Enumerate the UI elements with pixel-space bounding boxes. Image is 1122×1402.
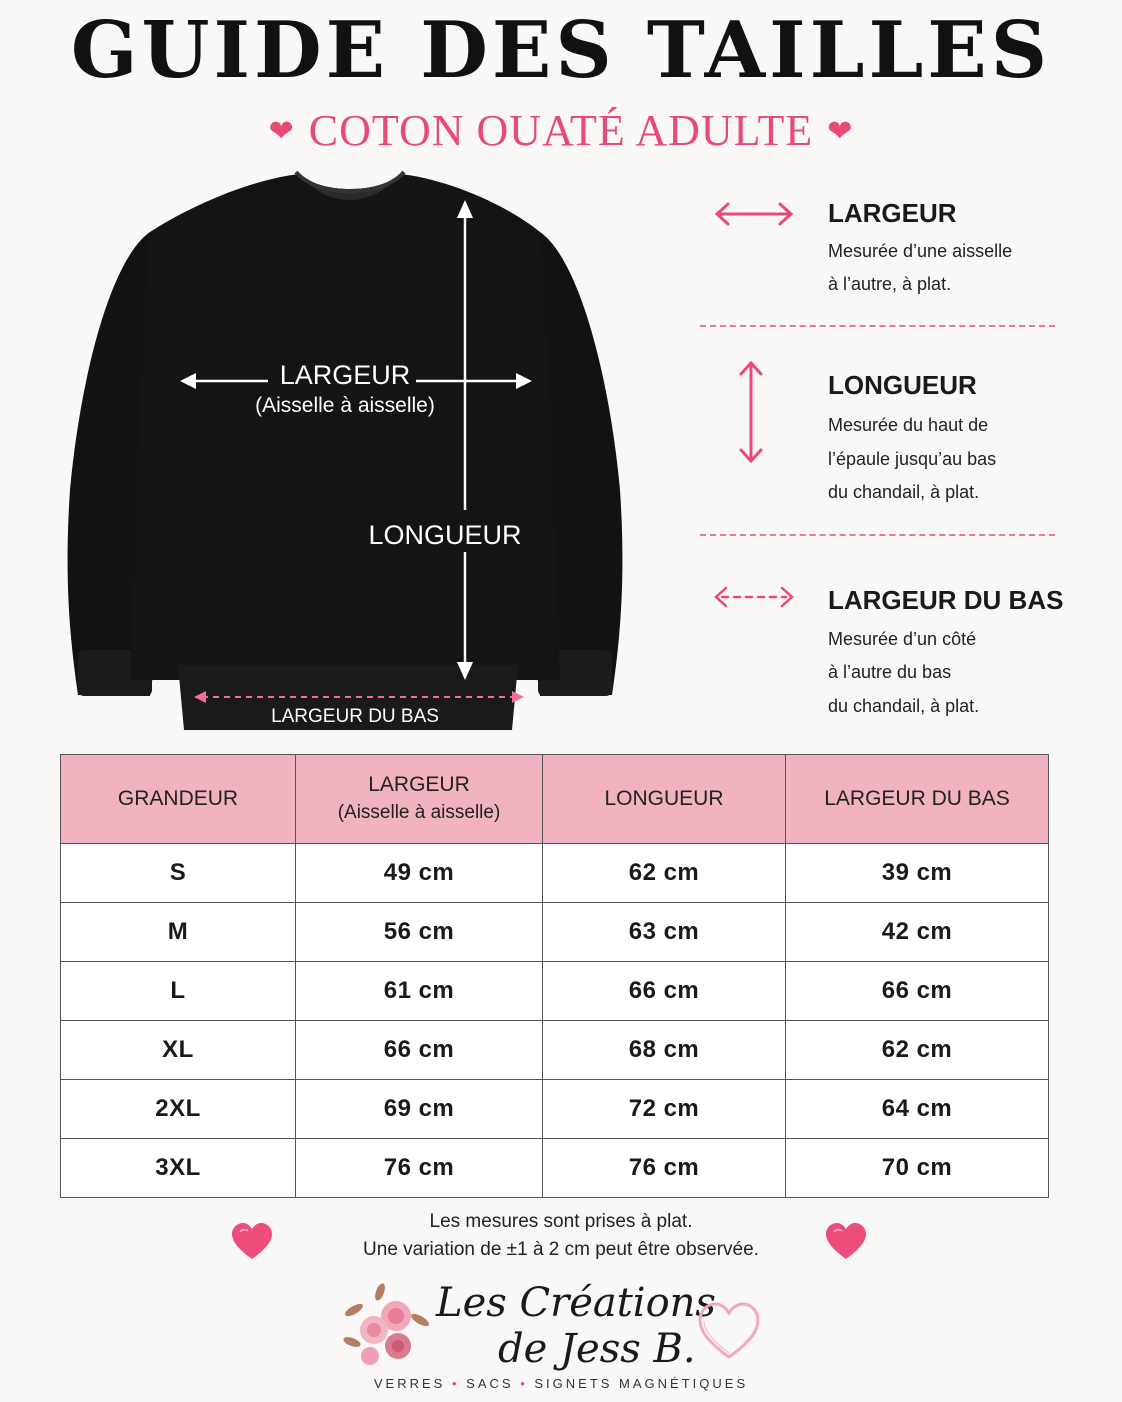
- note-line-2: Une variation de ±1 à 2 cm peut être observée.: [363, 1239, 759, 1260]
- diagram-width-label: LARGEUR: [279, 360, 411, 390]
- diagram-length-label: LONGUEUR: [368, 520, 522, 550]
- measurement-note: [0, 1208, 1122, 1264]
- tagline-item: SIGNETS MAGNÉTIQUES: [534, 1376, 749, 1391]
- heart-icon: ❤: [268, 115, 295, 148]
- subtitle-text: COTON OUATÉ ADULTE: [308, 106, 814, 155]
- page-title: GUIDE DES TAILLES: [70, 5, 1052, 96]
- cell-size: M: [61, 903, 296, 962]
- header-width-sub: (Aisselle à aisselle): [337, 802, 501, 823]
- cell-length: 72 cm: [543, 1080, 786, 1139]
- sweater-icon: [68, 172, 623, 730]
- legend-bottom-desc-1: Mesurée d’un côté: [828, 629, 977, 649]
- size-table: [60, 754, 1049, 1198]
- double-arrow-vertical-icon: [734, 358, 768, 466]
- table-row: [61, 1021, 1049, 1080]
- legend-width-desc-1: Mesurée d’une aisselle: [828, 241, 1013, 261]
- brand-name-line-2: de Jess B.: [498, 1326, 696, 1372]
- brand-name-line-1: Les Créations: [436, 1280, 716, 1326]
- table-row: [61, 903, 1049, 962]
- cell-size: S: [61, 844, 296, 903]
- legend-length-desc-2: l’épaule jusqu’au bas: [828, 449, 997, 469]
- legend-length-desc-3: du chandail, à plat.: [828, 482, 980, 502]
- legend-bottom-desc-2: à l’autre du bas: [828, 662, 952, 682]
- header-width: [296, 755, 543, 844]
- tagline-dot: •: [520, 1376, 528, 1391]
- double-arrow-horizontal-icon: [712, 196, 796, 232]
- table-row: [61, 1139, 1049, 1198]
- tagline-item: VERRES: [373, 1376, 446, 1391]
- legend-length-title: LONGUEUR: [828, 370, 977, 400]
- heart-icon: ❤: [827, 115, 854, 148]
- legend-width-title: LARGEUR: [828, 198, 957, 228]
- header-size: GRANDEUR: [61, 755, 296, 844]
- legend-divider: [700, 534, 1055, 536]
- cell-length: 66 cm: [543, 962, 786, 1021]
- rose-bouquet-icon: [340, 1280, 432, 1370]
- cell-width: 66 cm: [296, 1021, 543, 1080]
- legend-width-desc-2: à l’autre, à plat.: [828, 274, 952, 294]
- cell-width: 61 cm: [296, 962, 543, 1021]
- header-bottom: LARGEUR DU BAS: [786, 755, 1049, 844]
- header-length: LONGUEUR: [543, 755, 786, 844]
- cell-bottom: 42 cm: [786, 903, 1049, 962]
- cell-size: 2XL: [61, 1080, 296, 1139]
- table-row: [61, 962, 1049, 1021]
- cell-width: 76 cm: [296, 1139, 543, 1198]
- header-width-label: LARGEUR: [368, 773, 470, 796]
- heart-outline-icon: [696, 1300, 762, 1362]
- cell-size: 3XL: [61, 1139, 296, 1198]
- table-row: [61, 844, 1049, 903]
- legend-bottom-title: LARGEUR DU BAS: [828, 585, 1064, 615]
- cell-width: 56 cm: [296, 903, 543, 962]
- sweater-diagram: [50, 160, 680, 750]
- cell-bottom: 70 cm: [786, 1139, 1049, 1198]
- cell-length: 76 cm: [543, 1139, 786, 1198]
- cell-size: XL: [61, 1021, 296, 1080]
- cell-length: 62 cm: [543, 844, 786, 903]
- cell-bottom: 64 cm: [786, 1080, 1049, 1139]
- cell-bottom: 62 cm: [786, 1021, 1049, 1080]
- diagram-bottom-label: LARGEUR DU BAS: [271, 706, 439, 727]
- cell-width: 49 cm: [296, 844, 543, 903]
- tagline-item: SACS: [466, 1376, 514, 1391]
- legend-bottom-desc-3: du chandail, à plat.: [828, 696, 980, 716]
- cell-length: 68 cm: [543, 1021, 786, 1080]
- cell-size: L: [61, 962, 296, 1021]
- legend-length-desc-1: Mesurée du haut de: [828, 415, 989, 435]
- legend-divider: [700, 325, 1055, 327]
- cell-length: 63 cm: [543, 903, 786, 962]
- table-header-row: [61, 755, 1049, 844]
- dashed-arrow-icon: [712, 582, 796, 612]
- table-row: [61, 1080, 1049, 1139]
- note-line-1: Les mesures sont prises à plat.: [429, 1211, 693, 1232]
- cell-width: 69 cm: [296, 1080, 543, 1139]
- brand-tagline: [0, 1376, 1122, 1391]
- tagline-dot: •: [451, 1376, 460, 1391]
- cell-bottom: 39 cm: [786, 844, 1049, 903]
- diagram-width-sub: (Aisselle à aisselle): [255, 394, 435, 417]
- page-subtitle: [0, 105, 1122, 158]
- cell-bottom: 66 cm: [786, 962, 1049, 1021]
